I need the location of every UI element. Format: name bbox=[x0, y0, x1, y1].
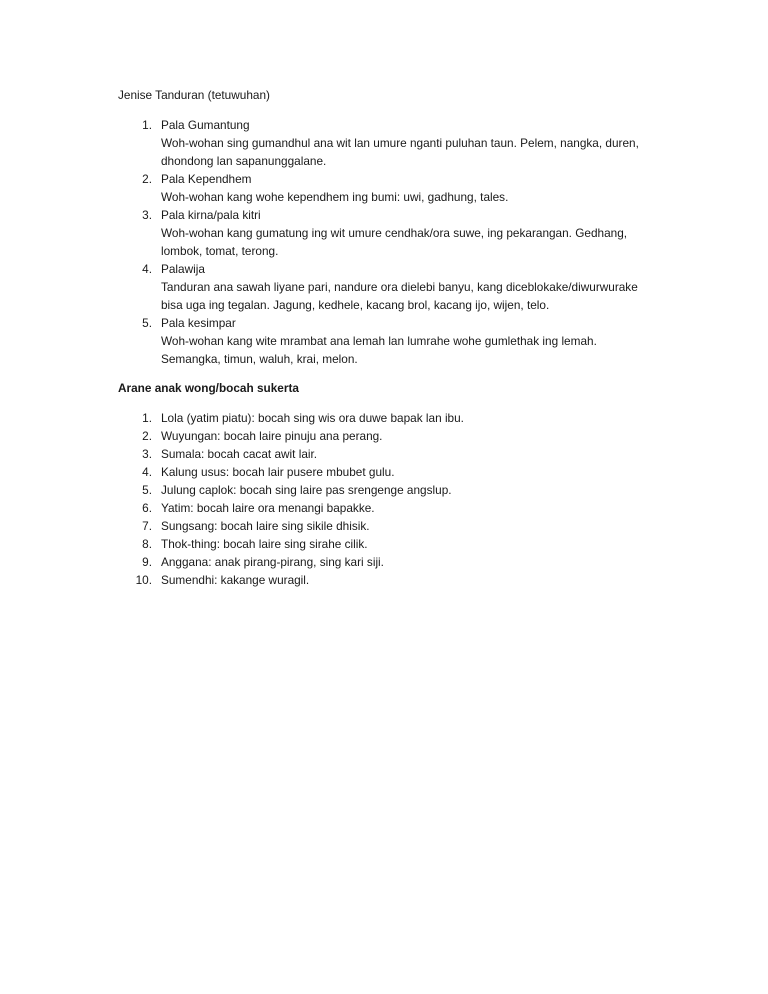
list-item-title: Pala kesimpar bbox=[161, 316, 236, 330]
list-item-text: Yatim: bocah laire ora menangi bapakke. bbox=[161, 501, 375, 515]
list-item-text: Wuyungan: bocah laire pinuju ana perang. bbox=[161, 429, 383, 443]
list-item bbox=[118, 314, 658, 368]
list-item-number: 3. bbox=[142, 208, 152, 222]
plant-types-list bbox=[118, 116, 658, 368]
list-item-number: 5. bbox=[142, 483, 152, 497]
list-item-text: Lola (yatim piatu): bocah sing wis ora duwe bapak lan ibu. bbox=[161, 411, 464, 425]
list-item bbox=[118, 553, 658, 571]
list-item-text: Thok-thing: bocah laire sing sirahe cilik. bbox=[161, 537, 368, 551]
list-item-text: Anggana: anak pirang-pirang, sing kari siji. bbox=[161, 555, 384, 569]
list-item bbox=[118, 463, 658, 481]
list-item bbox=[118, 517, 658, 535]
list-item-number: 2. bbox=[142, 429, 152, 443]
list-item-number: 7. bbox=[142, 519, 152, 533]
list-item-text: Sumala: bocah cacat awit lair. bbox=[161, 447, 318, 461]
list-item bbox=[118, 445, 658, 463]
list-item bbox=[118, 571, 658, 589]
list-item-number: 5. bbox=[142, 316, 152, 330]
list-item-title: Pala Gumantung bbox=[161, 118, 250, 132]
list-item-description: Woh-wohan kang wite mrambat ana lemah lan lumrahe wohe gumlethak ing lemah. Semangka, timun, waluh, krai, melon. bbox=[161, 334, 597, 366]
list-item-number: 1. bbox=[142, 411, 152, 425]
list-item-number: 4. bbox=[142, 262, 152, 276]
list-item bbox=[118, 260, 658, 314]
list-item-text: Sumendhi: kakange wuragil. bbox=[161, 573, 310, 587]
sukerta-children-list bbox=[118, 409, 658, 589]
list-item-number: 8. bbox=[142, 537, 152, 551]
list-item-number: 4. bbox=[142, 465, 152, 479]
document-page bbox=[118, 86, 658, 589]
list-item bbox=[118, 499, 658, 517]
list-item bbox=[118, 481, 658, 499]
list-item bbox=[118, 409, 658, 427]
section-heading-jenise-tanduran: Jenise Tanduran (tetuwuhan) bbox=[118, 88, 270, 102]
list-item-text: Sungsang: bocah laire sing sikile dhisik. bbox=[161, 519, 370, 533]
list-item-description: Woh-wohan sing gumandhul ana wit lan umure nganti puluhan taun. Pelem, nangka, duren, dhondong lan sapanunggalane. bbox=[161, 136, 639, 168]
list-item-description: Woh-wohan kang wohe kependhem ing bumi: uwi, gadhung, tales. bbox=[161, 190, 509, 204]
list-item-title: Palawija bbox=[161, 262, 205, 276]
list-item-text: Julung caplok: bocah sing laire pas srengenge angslup. bbox=[161, 483, 452, 497]
list-item-title: Pala Kependhem bbox=[161, 172, 252, 186]
section-heading-anak-sukerta: Arane anak wong/bocah sukerta bbox=[118, 381, 299, 395]
list-item-number: 1. bbox=[142, 118, 152, 132]
list-item bbox=[118, 206, 658, 260]
list-item-description: Woh-wohan kang gumatung ing wit umure cendhak/ora suwe, ing pekarangan. Gedhang, lombok, tomat, terong. bbox=[161, 226, 628, 258]
list-item-number: 9. bbox=[142, 555, 152, 569]
list-item bbox=[118, 170, 658, 206]
list-item bbox=[118, 427, 658, 445]
list-item-number: 3. bbox=[142, 447, 152, 461]
list-item-number: 10. bbox=[135, 573, 152, 587]
list-item-title: Pala kirna/pala kitri bbox=[161, 208, 261, 222]
list-item-number: 2. bbox=[142, 172, 152, 186]
list-item-description: Tanduran ana sawah liyane pari, nandure ora dielebi banyu, kang diceblokake/diwurwurake bisa uga ing tegalan. Jagung, kedhele, kacang brol, kacang ijo, wijen, telo. bbox=[161, 280, 638, 312]
list-item bbox=[118, 535, 658, 553]
list-item-number: 6. bbox=[142, 501, 152, 515]
list-item-text: Kalung usus: bocah lair pusere mbubet gulu. bbox=[161, 465, 395, 479]
list-item bbox=[118, 116, 658, 170]
